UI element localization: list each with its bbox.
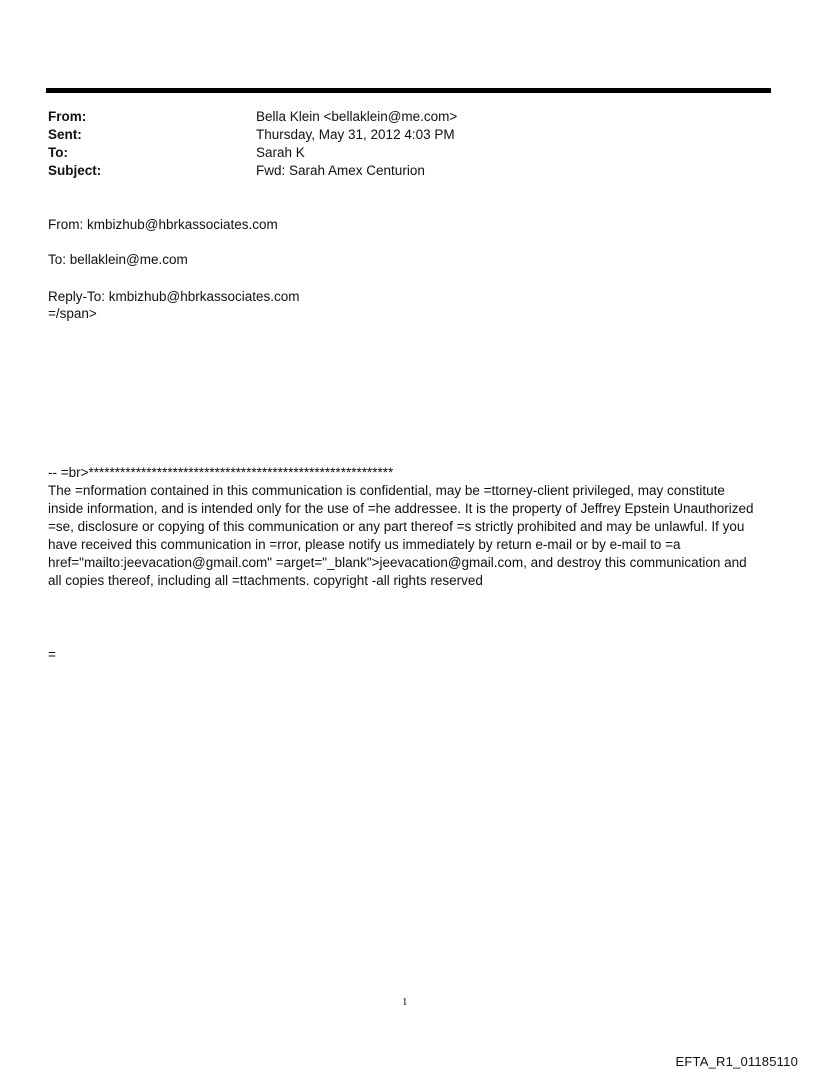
disclaimer-line: The =nformation contained in this communication is confidential, may be =ttorney-client privileged, may constitute (48, 483, 725, 498)
to-value: Sarah K (256, 145, 305, 160)
signature-separator: -- =br>********************************************************** (48, 465, 394, 480)
confidentiality-disclaimer (48, 482, 770, 590)
header-sent-row (48, 126, 768, 144)
to-label: To: (48, 145, 68, 160)
header-subject-row (48, 162, 768, 180)
header-to-row (48, 144, 768, 162)
page-number: 1 (402, 996, 408, 1008)
sent-value: Thursday, May 31, 2012 4:03 PM (256, 127, 455, 142)
disclaimer-line: href="mailto:jeevacation@gmail.com" =arget="_blank">jeevacation@gmail.com, and destroy this communication and (48, 555, 747, 570)
disclaimer-line: all copies thereof, including all =ttachments. copyright -all rights reserved (48, 573, 483, 588)
sent-label: Sent: (48, 127, 82, 142)
header-divider (46, 88, 771, 93)
document-id: EFTA_R1_01185110 (675, 1054, 798, 1069)
trailing-equals-artifact: = (48, 647, 56, 662)
disclaimer-line: inside information, and is intended only for the use of =he addressee. It is the property of Jeffrey Epstein Unauthorized (48, 501, 754, 516)
subject-label: Subject: (48, 163, 102, 178)
forwarded-reply-to-line: Reply-To: kmbizhub@hbrkassociates.com (48, 289, 300, 304)
forwarded-from-line: From: kmbizhub@hbrkassociates.com (48, 217, 278, 232)
from-label: From: (48, 109, 87, 124)
span-close-artifact: =/span> (48, 306, 97, 321)
subject-value: Fwd: Sarah Amex Centurion (256, 163, 425, 178)
forwarded-to-line: To: bellaklein@me.com (48, 252, 188, 267)
from-value: Bella Klein <bellaklein@me.com> (256, 109, 458, 124)
disclaimer-line: have received this communication in =rror, please notify us immediately by return e-mail or by e-mail to =a (48, 537, 681, 552)
header-from-row (48, 108, 768, 126)
disclaimer-line: =se, disclosure or copying of this communication or any part thereof =s strictly prohibited and may be unlawful. If you (48, 519, 745, 534)
